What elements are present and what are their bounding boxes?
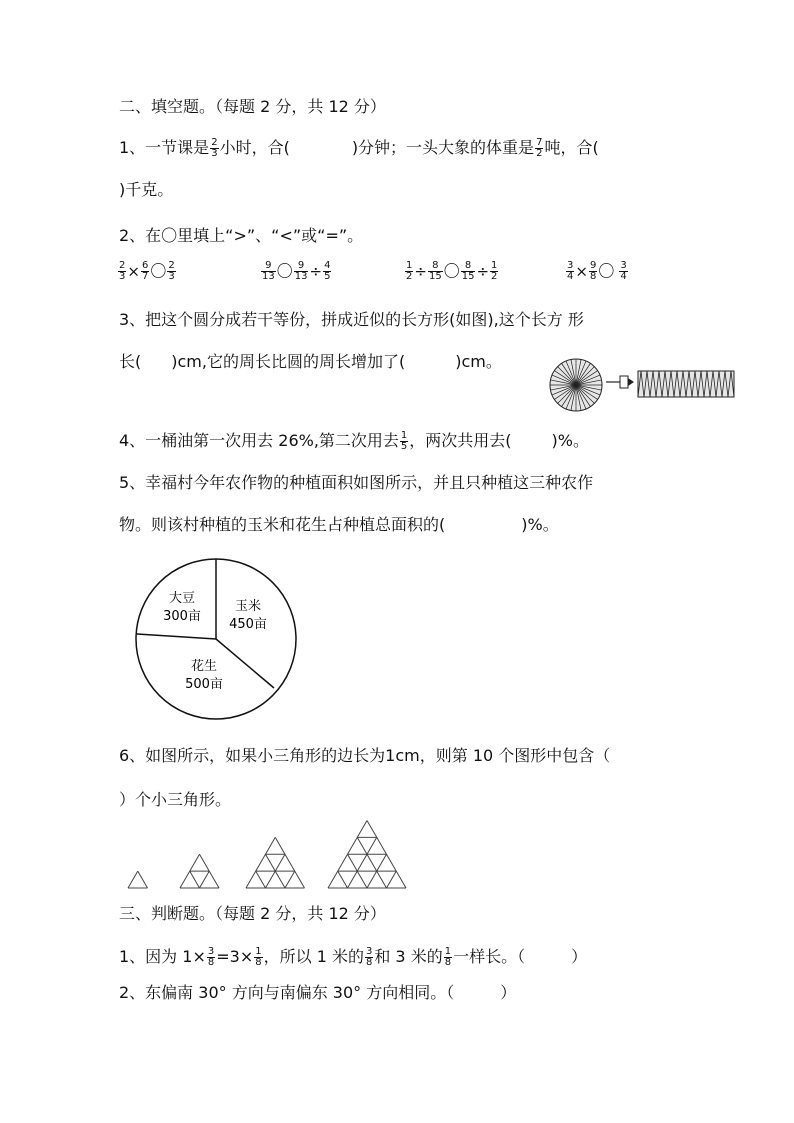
q1-line2: )千克。 <box>119 180 174 199</box>
triangle-edge <box>338 871 348 888</box>
slice-value-soybean: 300亩 <box>163 609 201 624</box>
section2-title: 二、填空题。（每题 2 分，共 12 分） <box>119 97 386 116</box>
q2-expr-3: $\frac{1}{2}$ ÷ $\frac{8}{15}$ 〇 $\frac{8}{15}$ ÷ $\frac{1}{2}$ <box>406 260 498 282</box>
q1-text-b: 小时，合( <box>219 138 290 157</box>
q2-expr-2: $\frac{9}{13}$ 〇 $\frac{9}{13}$ ÷ $\frac{4}{5}$ <box>262 260 331 282</box>
q3-line1: 3、把这个圆分成若干等份，拼成近似的长方形(如图),这个长方 形 <box>119 310 584 329</box>
divided-circle <box>550 359 602 411</box>
slice-value-corn: 450亩 <box>229 617 267 632</box>
triangle-edge <box>256 871 266 888</box>
q2-expr-4: $\frac{3}{4}$ × $\frac{9}{8}$ 〇 $\frac{3}{4}$ <box>567 260 627 282</box>
pie-divider <box>216 639 274 688</box>
q5-line1: 5、幸福村今年农作物的种植面积如图所示，并且只种植这三种农作 <box>119 473 594 492</box>
section3-title: 三、判断题。（每题 2 分，共 12 分） <box>119 904 386 923</box>
triangle-edge <box>128 871 138 888</box>
triangle-edge <box>138 871 148 888</box>
triangle-edge <box>190 871 200 888</box>
q2-expr-1: $\frac{2}{3}$ × $\frac{6}{7}$ 〇 $\frac{2}{3}$ <box>119 260 175 282</box>
arrow-head-icon <box>628 378 634 386</box>
circle-to-rectangle-figure <box>548 352 738 414</box>
fraction: $\frac{2}{3}$ <box>211 137 218 159</box>
fraction: $\frac{7}{2}$ <box>536 137 543 159</box>
triangle-edge <box>387 871 397 888</box>
crop-area-pie-chart <box>134 558 304 723</box>
compare-circle[interactable]: 〇 <box>276 261 293 281</box>
q6-line2: ）个小三角形。 <box>119 790 232 809</box>
triangle-edge <box>200 871 210 888</box>
s3-q1-line: 1、因为 1× $\frac{3}{8}$ =3× $\frac{1}{8}$ ，所以 1 米的 $\frac{3}{8}$ 和 3 米的 $\frac{1}{8}$ 一样长。（ ） <box>119 946 588 968</box>
slice-label-corn: 玉米 <box>234 599 262 614</box>
compare-circle[interactable]: 〇 <box>598 261 615 281</box>
slice-value-peanut: 500亩 <box>185 677 223 692</box>
q1-line1 <box>119 137 599 159</box>
arrow-box <box>620 376 628 388</box>
compare-circle[interactable]: 〇 <box>443 261 460 281</box>
slice-label-soybean: 大豆 <box>168 591 196 606</box>
triangle-edge <box>285 871 295 888</box>
q1-text-a: 1、一节课是 <box>119 138 210 157</box>
q1-text-d: 吨，合( <box>544 138 599 157</box>
approx-rectangle <box>638 371 734 397</box>
s3-q2-line: 2、东偏南 30° 方向与南偏东 30° 方向相同。（ ） <box>119 983 517 1002</box>
q6-line1: 6、如图所示，如果小三角形的边长为1cm，则第 10 个图形中包含（ <box>119 746 611 765</box>
q1-text-c: )分钟；一头大象的体重是 <box>351 138 535 157</box>
q2-text: 2、在〇里填上“>”、“<”或“=”。 <box>119 226 364 245</box>
pie-divider <box>137 634 216 639</box>
q3-line2: 长( )cm,它的周长比圆的周长增加了( )cm。 <box>119 352 502 371</box>
q4-line: 4、一桶油第一次用去 26%,第二次用去 $\frac{1}{5}$ ，两次共用去( )%。 <box>119 430 589 452</box>
triangle-pattern-figure <box>120 820 420 896</box>
q5-line2: 物。则该村种植的玉米和花生占种植总面积的( )%。 <box>119 515 559 534</box>
compare-circle[interactable]: 〇 <box>150 261 167 281</box>
slice-label-peanut: 花生 <box>190 659 218 674</box>
